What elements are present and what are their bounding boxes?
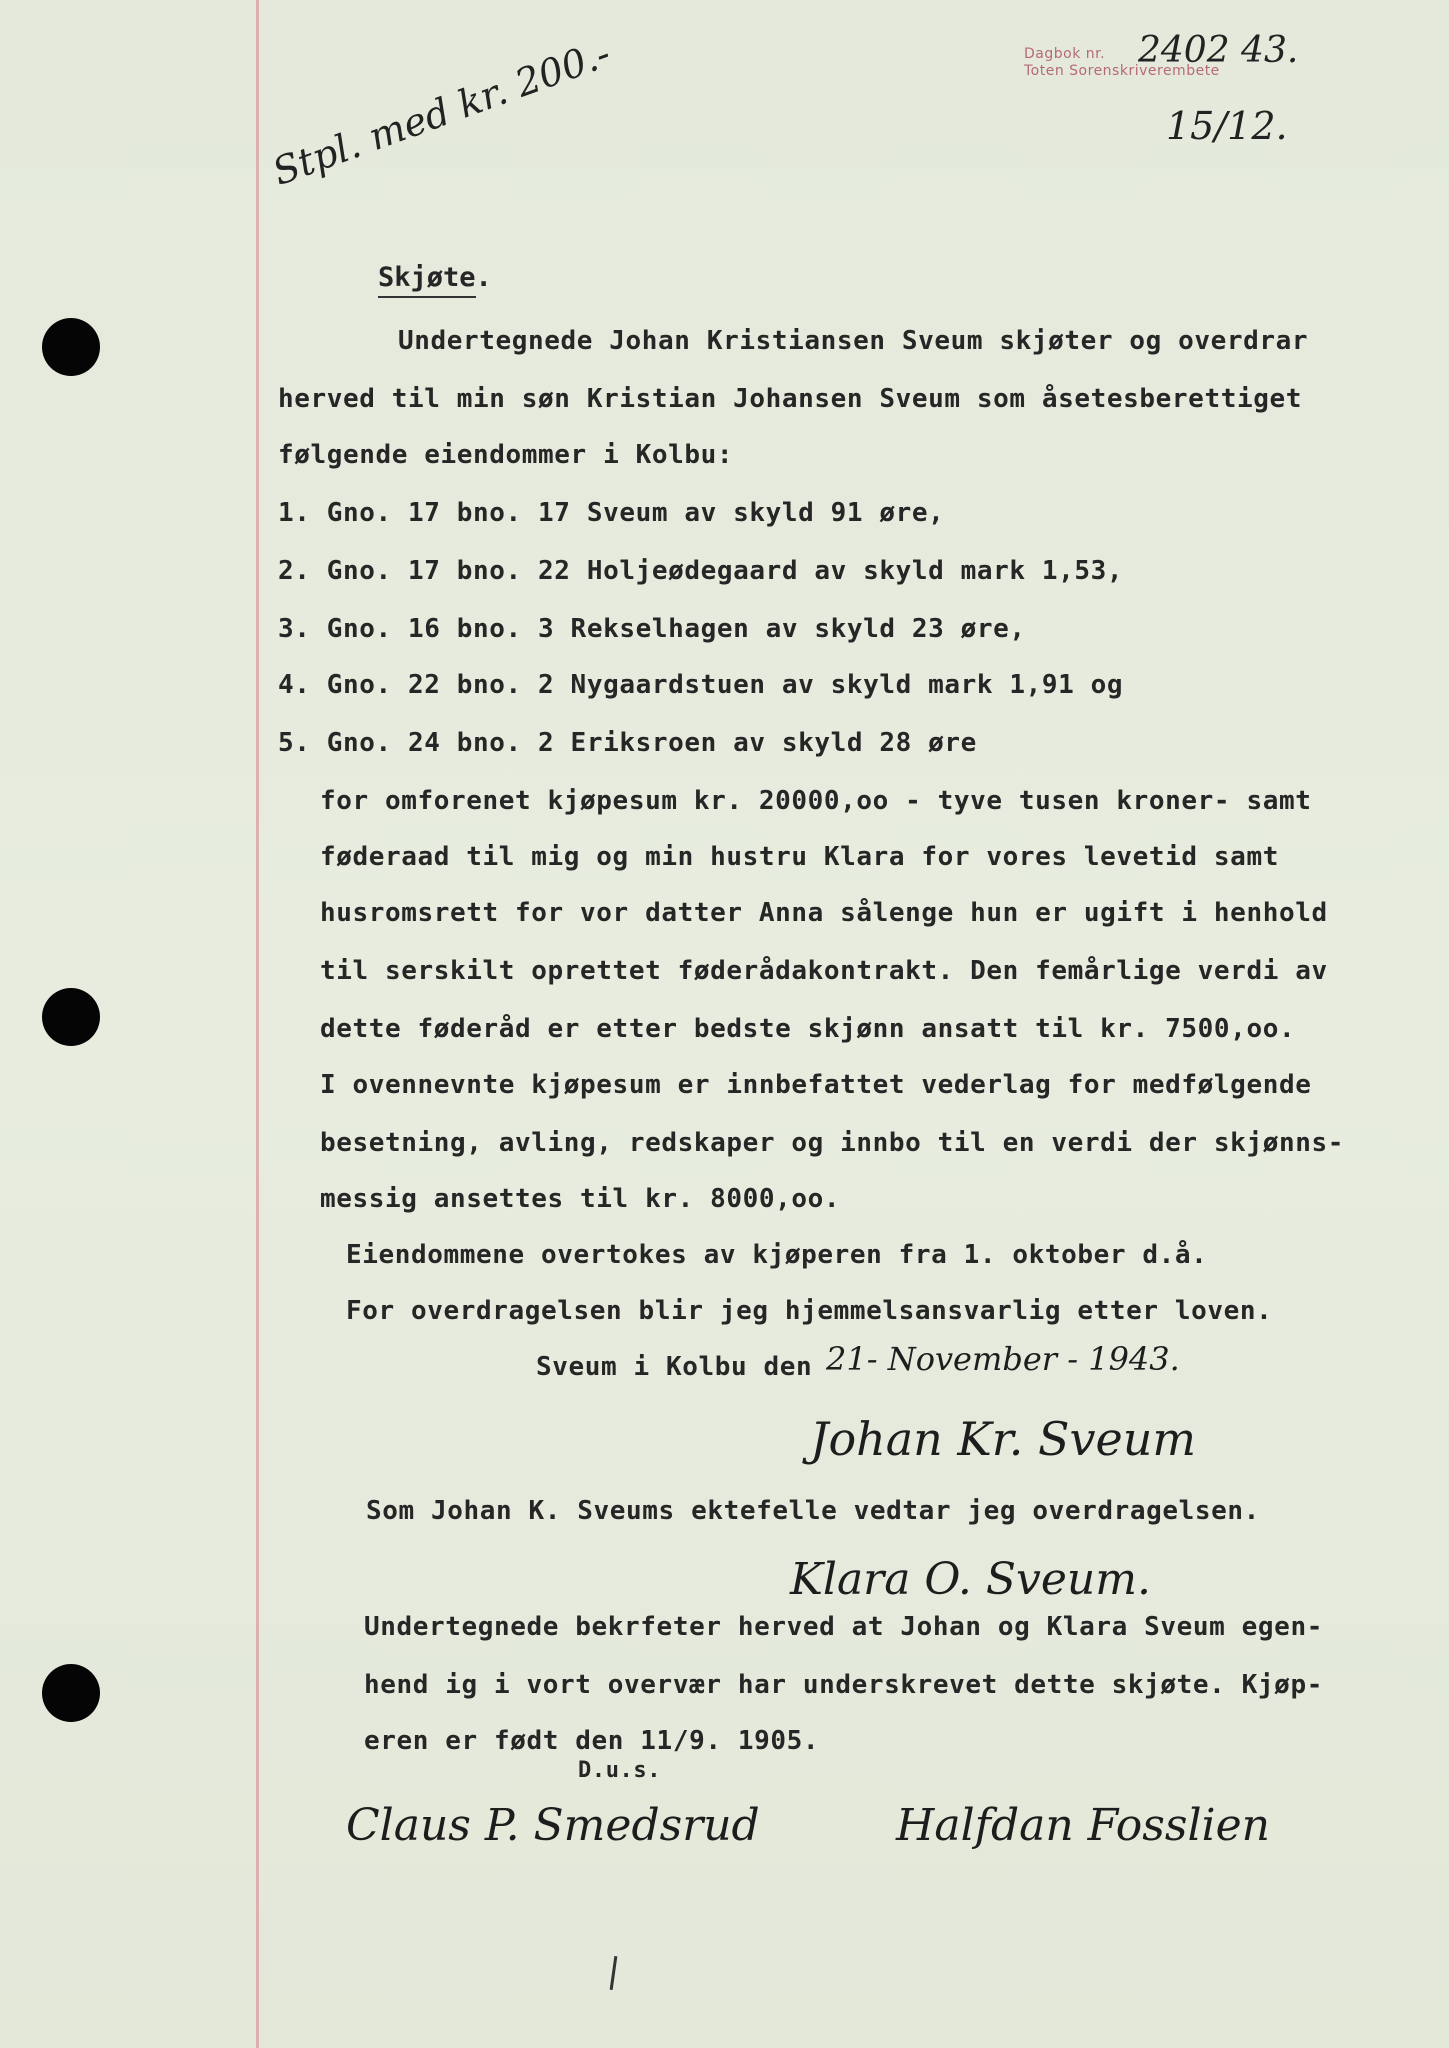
takeover-clause: Eiendommene overtokes av kjøperen fra 1. oktober d.å. <box>346 1240 1208 1270</box>
place-date-prefix: Sveum i Kolbu den <box>536 1352 813 1382</box>
property-4: 4. Gno. 22 bno. 2 Nygaardstuen av skyld mark 1,91 og <box>278 670 1124 700</box>
spouse-signature: Klara O. Sveum. <box>790 1554 1151 1605</box>
paragraph2-line-2: føderaad til mig og min hustru Klara for vores levetid samt <box>320 842 1279 872</box>
property-1: 1. Gno. 17 bno. 17 Sveum av skyld 91 øre, <box>278 498 945 528</box>
dus-mark: D.u.s. <box>578 1758 662 1783</box>
margin-line <box>256 0 259 2048</box>
paragraph1-line-1: Undertegnede Johan Kristiansen Sveum skjøter og overdrar <box>398 326 1309 356</box>
paragraph2-line-8: messig ansettes til kr. 8000,oo. <box>320 1184 841 1214</box>
paragraph2-line-4: til serskilt oprettet føderådakontrakt. Den femårlige verdi av <box>320 956 1328 986</box>
paragraph2-line-5: dette føderåd er etter bedste skjønn ansatt til kr. 7500,oo. <box>320 1014 1296 1044</box>
paragraph2-line-7: besetning, avling, redskaper og innbo til en verdi der skjønns- <box>320 1128 1344 1158</box>
handwritten-date: 21- November - 1943. <box>826 1340 1180 1378</box>
stamp-line-1: Dagbok nr. <box>1024 46 1106 62</box>
paragraph1-line-3: følgende eiendommer i Kolbu: <box>278 440 734 470</box>
date-note: 15/12. <box>1166 104 1288 148</box>
stray-mark <box>610 1956 618 1990</box>
property-5: 5. Gno. 24 bno. 2 Eriksroen av skyld 28 øre <box>278 728 977 758</box>
paragraph2-line-6: I ovennevnte kjøpesum er innbefattet vederlag for medfølgende <box>320 1070 1312 1100</box>
paragraph2-line-3: husromsrett for vor datter Anna sålenge hun er ugift i henhold <box>320 898 1328 928</box>
spouse-consent: Som Johan K. Sveums ektefelle vedtar jeg overdragelsen. <box>366 1496 1260 1526</box>
witness-text-line-3: eren er født den 11/9. 1905. <box>364 1726 820 1756</box>
paragraph2-line-1: for omforenet kjøpesum kr. 20000,oo - tyve tusen kroner- samt <box>320 786 1312 816</box>
punch-hole-bottom <box>42 1664 100 1722</box>
journal-number: 2402 43. <box>1138 30 1299 71</box>
punch-hole-top <box>42 318 100 376</box>
witness-text-line-1: Undertegnede bekrfeter herved at Johan og Klara Sveum egen- <box>364 1612 1323 1642</box>
seller-signature: Johan Kr. Sveum <box>810 1412 1196 1466</box>
stamp-line-2: Toten Sorenskriverembete <box>1024 63 1220 79</box>
title-underline <box>378 296 476 298</box>
property-2: 2. Gno. 17 bno. 22 Holjeødegaard av skyld mark 1,53, <box>278 556 1124 586</box>
paragraph1-line-2: herved til min søn Kristian Johansen Sveum som åsetesberettiget <box>278 384 1302 414</box>
witness2-signature: Halfdan Fosslien <box>896 1800 1270 1851</box>
property-3: 3. Gno. 16 bno. 3 Rekselhagen av skyld 23 øre, <box>278 614 1026 644</box>
liability-clause: For overdragelsen blir jeg hjemmelsansvarlig etter loven. <box>346 1296 1273 1326</box>
witness-text-line-2: hend ig i vort overvær har underskrevet dette skjøte. Kjøp- <box>364 1670 1323 1700</box>
punch-hole-middle <box>42 988 100 1046</box>
witness1-signature: Claus P. Smedsrud <box>346 1800 760 1851</box>
document-title: Skjøte. <box>378 262 492 293</box>
fee-note: Stpl. med kr. 200.- <box>266 31 617 194</box>
